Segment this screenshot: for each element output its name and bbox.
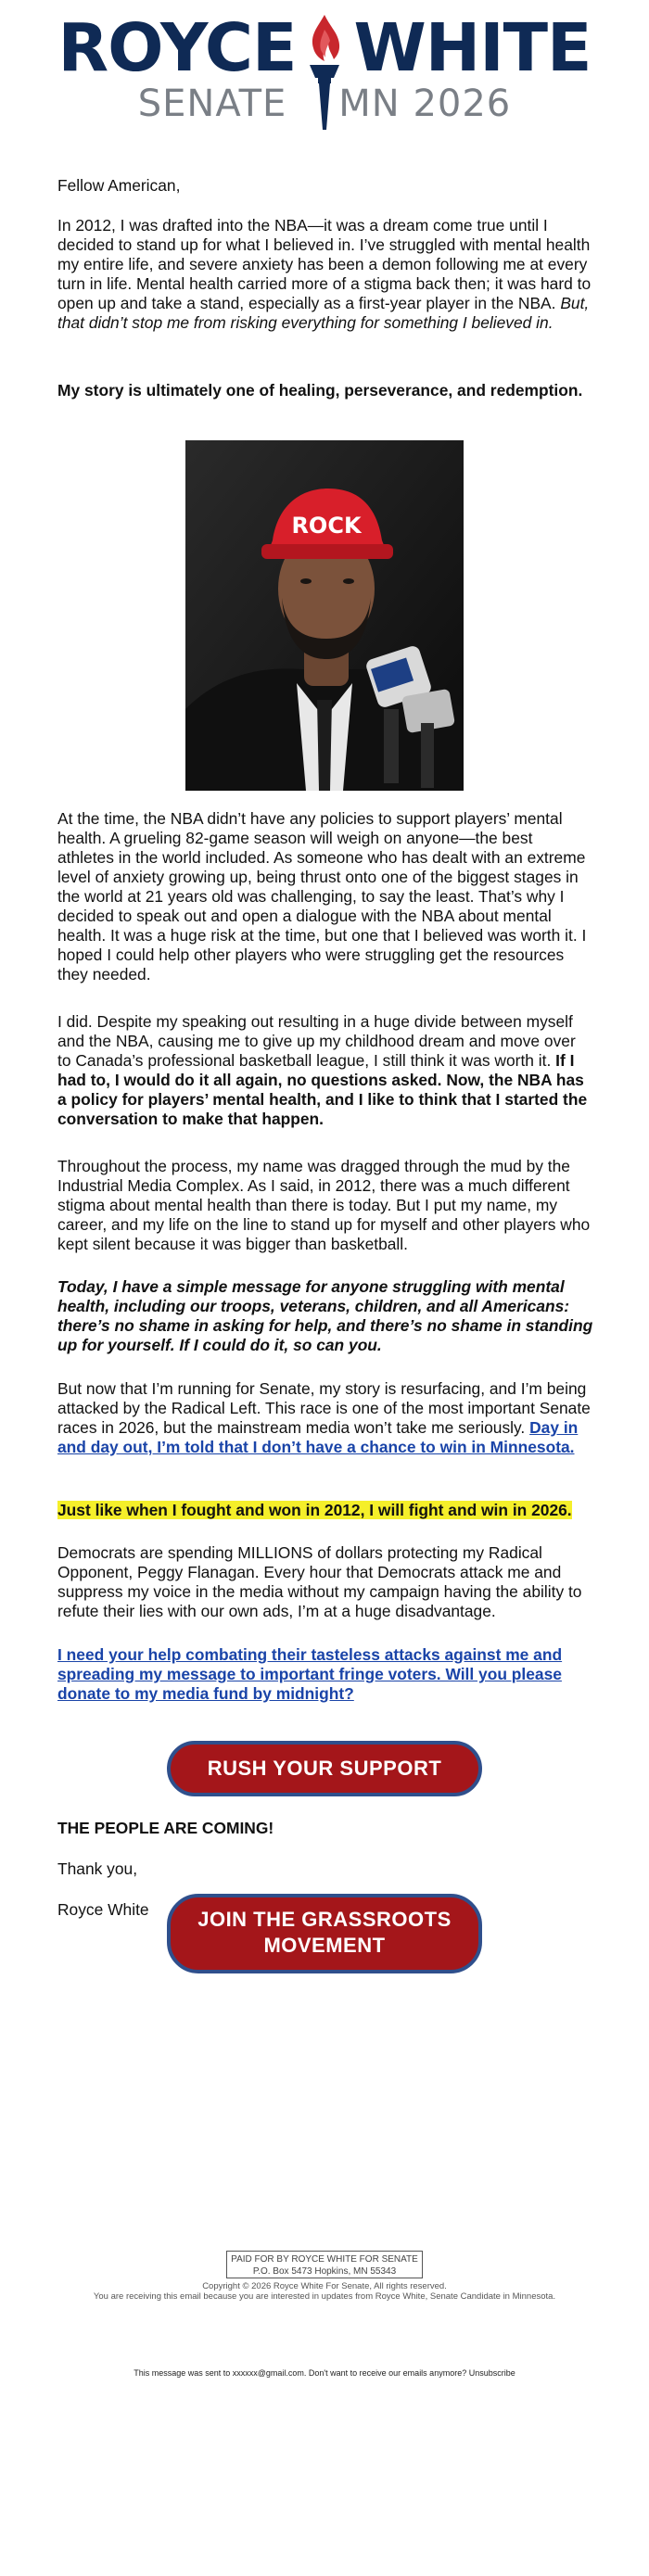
- closing: [57, 1859, 593, 1879]
- join-grassroots-button[interactable]: JOIN THE GRASSROOTS MOVEMENT: [167, 1894, 482, 1973]
- paragraph-7: [57, 1379, 593, 1457]
- paragraph-1-italic: But, that didn’t stop me from risking everything for something I believed in.: [57, 294, 590, 332]
- people-coming-text: THE PEOPLE ARE COMING!: [57, 1819, 274, 1837]
- paragraph-1-text: In 2012, I was drafted into the NBA—it was a dream come true until I decided to stand up for what I believed in. I’ve struggled with mental health my entire life, and severe anxiety has been a demon following me at every turn in life. Mental health carried more of a stigma back then; it was hard to open up and take a stand, especially as a first-year player in the NBA.: [57, 216, 592, 312]
- paragraph-1: [57, 216, 593, 333]
- paragraph-4-text: I did. Despite my speaking out resulting in a huge divide between myself and the NBA, causing me to give up my childhood dream and move over to Canada’s professional basketball league, I still think it was worth it.: [57, 1012, 576, 1070]
- paragraph-8: [57, 1501, 593, 1520]
- paragraph-6-text: Today, I have a simple message for anyone struggling with mental health, including our troops, veterans, children, and all Americans: there’s no shame in asking for help, and there’s no shame in standing up for yourself. If I could do it, so can you.: [57, 1277, 593, 1354]
- photo-cap-text: ROCK: [291, 513, 362, 539]
- copyright-text: Copyright © 2026 Royce White For Senate, All rights reserved.: [202, 2281, 447, 2291]
- paragraph-6: [57, 1277, 593, 1355]
- paragraph-11: [57, 1819, 593, 1838]
- no-chance-link[interactable]: Day in and day out, I’m told that I don’t have a chance to win in Minnesota.: [57, 1418, 579, 1456]
- campaign-logo: [0, 0, 649, 148]
- address-text: P.O. Box 5473 Hopkins, MN 55343: [252, 2266, 397, 2277]
- unsubscribe-link[interactable]: Unsubscribe: [468, 2368, 515, 2378]
- paid-for-box: [226, 2251, 423, 2278]
- logo-name-last: WHITE: [353, 9, 592, 86]
- closing-text: Thank you,: [57, 1859, 138, 1878]
- unsubscribe-text: This message was sent to xxxxxx@gmail.com. Don't want to receive our emails anymore?: [134, 2368, 467, 2378]
- paragraph-9-text: Democrats are spending MILLIONS of dollars protecting my Radical Opponent, Peggy Flanagan. Every hour that Democrats attack me and suppress my voice in the media without my campaign having the ability to refute their lies with our own ads, I’m at a huge disadvantage.: [57, 1543, 582, 1620]
- paragraph-2: [57, 381, 593, 400]
- donate-link[interactable]: I need your help combating their tasteless attacks against me and spreading my message to important fringe voters. Will you please donate to my media fund by midnight?: [57, 1645, 563, 1703]
- paragraph-4-bold: If I had to, I would do it all again, no questions asked. Now, the NBA has a policy for players’ mental health, and I like to think that I started the conversation to make that happen.: [57, 1051, 588, 1128]
- reason-text: You are receiving this email because you are interested in updates from Royce White, Senate Candidate in Minnesota.: [93, 2291, 556, 2302]
- logo-name-first: ROYCE: [57, 9, 297, 86]
- paragraph-5: [57, 1157, 593, 1254]
- unsubscribe-line: [0, 2368, 649, 2378]
- greeting-text: Fellow American,: [57, 176, 181, 195]
- signature-text: Royce White: [57, 1900, 149, 1919]
- paragraph-3-text: At the time, the NBA didn’t have any policies to support players’ mental health. A grueling 82-game season will weigh on anyone—the best athletes in the world included. As someone who has dealt with an extreme level of anxiety growing up, being thrust onto one of the biggest stages in the world at 21 years old was challenging, to say the least. That’s why I decided to speak out and open a dialogue with the NBA about mental health. It was a huge risk at the time, but one that I believed was worth it. I hoped I could help other players who were struggling get the resources they needed.: [57, 809, 587, 983]
- paragraph-4: [57, 1012, 593, 1129]
- paragraph-5-text: Throughout the process, my name was dragged through the mud by the Industrial Media Complex. As I said, in 2012, there was a much different stigma about mental health than there is today. But I put my name, my career, and my life on the line to stand up for myself and other players who kept silent because it was bigger than basketball.: [57, 1157, 591, 1253]
- rush-support-button[interactable]: RUSH YOUR SUPPORT: [167, 1741, 482, 1796]
- paragraph-9: [57, 1543, 593, 1621]
- torch-icon: [297, 7, 352, 137]
- royce-white-photo: [185, 440, 464, 791]
- logo-office-left: SENATE: [137, 82, 287, 125]
- paragraph-7-text: But now that I’m running for Senate, my story is resurfacing, and I’m being attacked by the Radical Left. This race is one of the most important Senate races in 2026, but the mainstream media won’t take me seriously.: [57, 1379, 591, 1437]
- paragraph-2-text: My story is ultimately one of healing, perseverance, and redemption.: [57, 381, 583, 400]
- paragraph-10: [57, 1645, 593, 1704]
- highlight-text: Just like when I fought and won in 2012, I will fight and win in 2026.: [57, 1501, 572, 1519]
- paid-for-text: PAID FOR BY ROYCE WHITE FOR SENATE: [231, 2254, 418, 2265]
- paragraph-3: [57, 809, 593, 984]
- greeting: [57, 176, 593, 196]
- logo-office-right: MN 2026: [338, 82, 512, 125]
